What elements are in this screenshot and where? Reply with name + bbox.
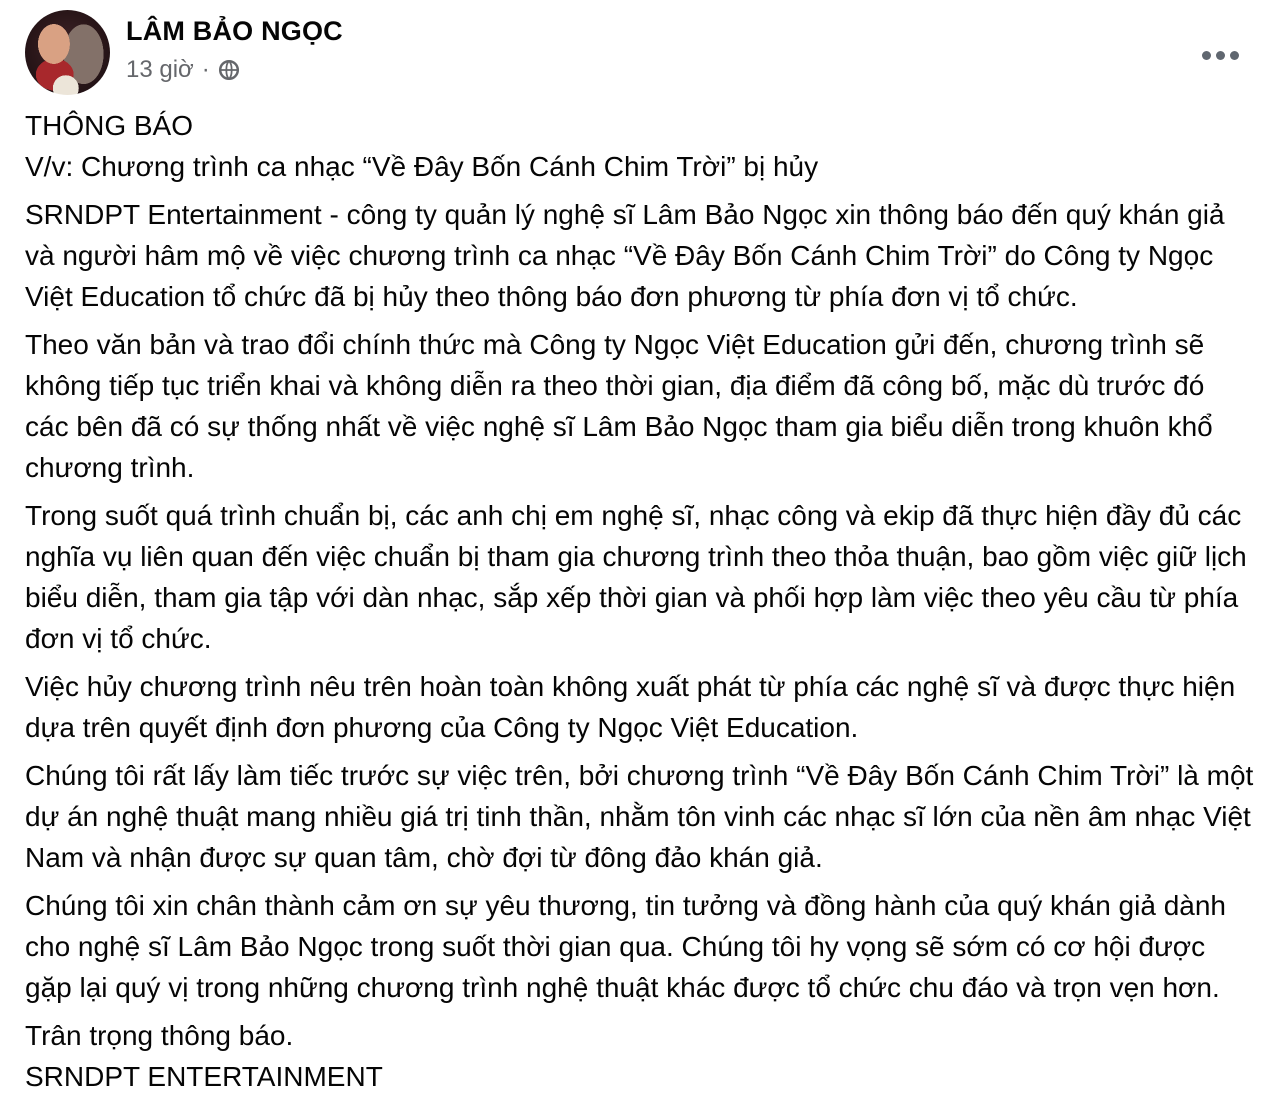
ellipsis-icon — [1230, 51, 1239, 60]
post-closing: Trân trọng thông báo. — [25, 1020, 294, 1051]
post-paragraph: Chúng tôi xin chân thành cảm ơn sự yêu thương, tin tưởng và đồng hành của quý khán giả dành cho nghệ sĩ Lâm Bảo Ngọc trong suốt thời gian qua. Chúng tôi hy vọng sẽ sớm có cơ hội được gặp lại quý vị trong những chương trình nghệ thuật khác được tổ chức chu đáo và trọn vẹn hơn. — [25, 890, 1226, 1003]
ellipsis-icon — [1202, 51, 1211, 60]
avatar[interactable] — [25, 10, 110, 95]
post-paragraph: Chúng tôi rất lấy làm tiếc trước sự việc trên, bởi chương trình “Về Đây Bốn Cánh Chim Trời” là một dự án nghệ thuật mang nhiều giá trị tinh thần, nhằm tôn vinh các nhạc sĩ lớn của nền âm nhạc Việt Nam và nhận được sự quan tâm, chờ đợi từ đông đảo khán giả. — [25, 760, 1254, 873]
post-subject: V/v: Chương trình ca nhạc “Về Đây Bốn Cánh Chim Trời” bị hủy — [25, 151, 819, 182]
post-title: THÔNG BÁO — [25, 110, 194, 141]
post-paragraph: Việc hủy chương trình nêu trên hoàn toàn không xuất phát từ phía các nghệ sĩ và được thực hiện dựa trên quyết định đơn phương của Công ty Ngọc Việt Education. — [25, 671, 1236, 743]
post-signature: SRNDPT ENTERTAINMENT — [25, 1061, 383, 1092]
post-paragraph: Trong suốt quá trình chuẩn bị, các anh chị em nghệ sĩ, nhạc công và ekip đã thực hiện đầy đủ các nghĩa vụ liên quan đến việc chuẩn bị tham gia chương trình theo thỏa thuận, bao gồm việc giữ lịch biểu diễn, tham gia tập với dàn nhạc, sắp xếp thời gian và phối hợp làm việc theo yêu cầu từ phía đơn vị tổ chức. — [25, 500, 1247, 654]
header-meta — [126, 10, 343, 84]
post-paragraph: Theo văn bản và trao đổi chính thức mà Công ty Ngọc Việt Education gửi đến, chương trình sẽ không tiếp tục triển khai và không diễn ra theo thời gian, địa điểm đã công bố, mặc dù trước đó các bên đã có sự thống nhất về việc nghệ sĩ Lâm Bảo Ngọc tham gia biểu diễn trong khuôn khổ chương trình. — [25, 329, 1213, 483]
post-title-block — [25, 105, 1255, 187]
timestamp[interactable]: 13 giờ — [126, 56, 194, 83]
post-meta — [126, 56, 343, 84]
post-closing-block — [25, 1015, 1255, 1097]
post-paragraph: SRNDPT Entertainment - công ty quản lý nghệ sĩ Lâm Bảo Ngọc xin thông báo đến quý khán giả và người hâm mộ về việc chương trình ca nhạc “Về Đây Bốn Cánh Chim Trời” do Công ty Ngọc Việt Education tổ chức đã bị hủy theo thông báo đơn phương từ phía đơn vị tổ chức. — [25, 199, 1225, 312]
post-options-button[interactable] — [1194, 43, 1247, 68]
author-name[interactable]: LÂM BẢO NGỌC — [126, 16, 343, 46]
post-content — [25, 105, 1255, 1097]
meta-separator: · — [201, 56, 210, 83]
globe-icon — [218, 59, 240, 81]
post-header — [25, 10, 1255, 95]
ellipsis-icon — [1216, 51, 1225, 60]
